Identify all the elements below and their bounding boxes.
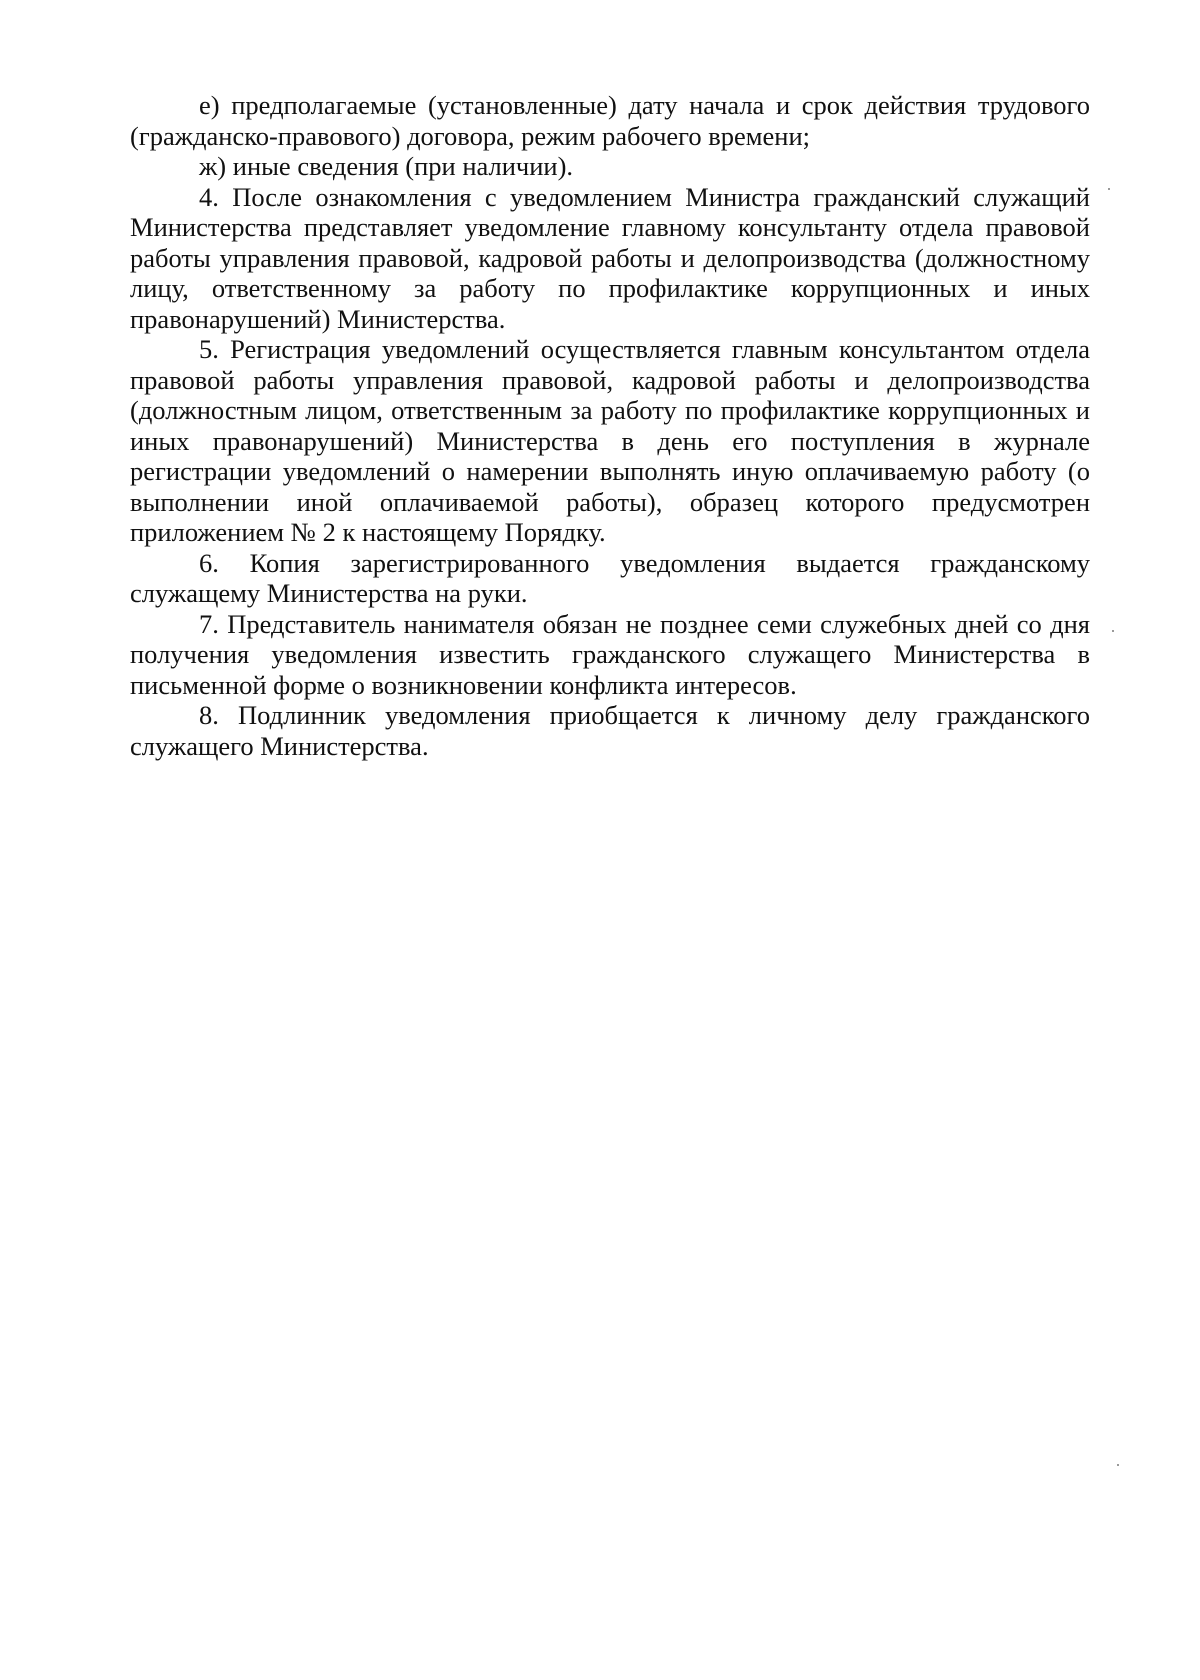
scan-speck	[1108, 188, 1110, 190]
scan-speck	[1112, 630, 1114, 632]
paragraph-5-registration: 5. Регистрация уведомлений осуществляется главным консультантом отдела правовой работы управления правовой, кадровой работы и делопроизводства (должностным лицом, ответственным за работу по профилактике коррупционных и иных правонарушений) Министерства в день его поступления в журнале регистрации уведомлений о намерении выполнять иную оплачиваемую работу (о выполнении иной оплачиваемой работы), образец которого предусмотрен приложением № 2 к настоящему Порядку.	[130, 334, 1090, 547]
document-body	[130, 90, 1090, 761]
paragraph-4-submission: 4. После ознакомления с уведомлением Министра гражданский служащий Министерства представляет уведомление главному консультанту отдела правовой работы управления правовой, кадровой работы и делопроизводства (должностному лицу, ответственному за работу по профилактике коррупционных и иных правонарушений) Министерства.	[130, 181, 1090, 334]
paragraph-8-original: 8. Подлинник уведомления приобщается к личному делу гражданского служащего Министерства.	[130, 700, 1090, 761]
paragraph-zh-other: ж) иные сведения (при наличии).	[199, 151, 574, 181]
paragraph-6-copy: 6. Копия зарегистрированного уведомления выдается гражданскому служащему Министерства на руки.	[130, 547, 1090, 608]
paragraph-7-employer-duty: 7. Представитель нанимателя обязан не позднее семи служебных дней со дня получения уведомления известить гражданского служащего Министерства в письменной форме о возникновении конфликта интересов.	[130, 608, 1090, 700]
paragraph-e-dates: е) предполагаемые (установленные) дату начала и срок действия трудового (гражданско-правового) договора, режим рабочего времени;	[130, 90, 1090, 151]
scan-speck	[1117, 1464, 1119, 1466]
